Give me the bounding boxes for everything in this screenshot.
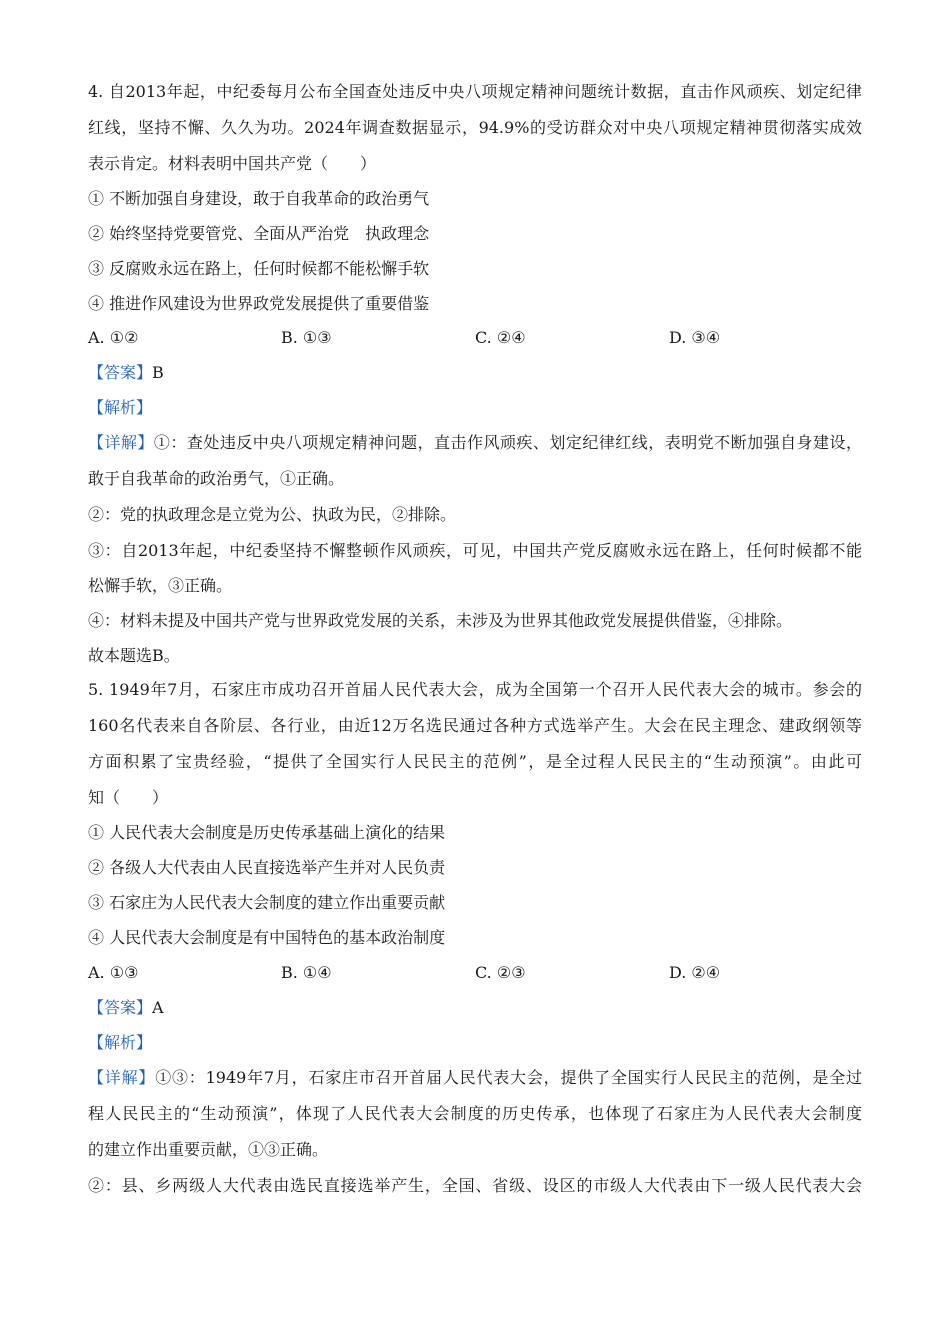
q4-detail-line-5: 松懈手软，③正确。: [88, 576, 233, 595]
q5-detail-line-3: 的建立作出重要贡献，①③正确。: [88, 1140, 329, 1159]
detail-tag: 【详解】: [88, 433, 154, 452]
q4-stem-line-2: 红线，坚持不懈、久久为功。2024年调查数据显示，94.9%的受访群众对中央八项规定精神贯彻落实成效: [88, 118, 862, 137]
q5-stem-line-1: 5. 1949年7月，石家庄市成功召开首届人民代表大会，成为全国第一个召开人民代表大会的城市。参会的: [88, 680, 862, 699]
q5-detail-line-4: ②：县、乡两级人大代表由选民直接选举产生，全国、省级、设区的市级人大代表由下一级人民代表大会: [88, 1176, 862, 1195]
q4-answer: [88, 362, 164, 384]
q5-detail-line-2: 程人民民主的“生动预演”，体现了人民代表大会制度的历史传承，也体现了石家庄为人民代表大会制度: [88, 1104, 862, 1123]
q4-item-3: ③ 反腐败永远在路上，任何时候都不能松懈手软: [88, 259, 430, 278]
answer-tag: 【答案】: [88, 998, 153, 1017]
q4-detail-line-1: [88, 432, 862, 454]
q4-analysis-tag: 【解析】: [88, 398, 153, 417]
answer-value: A: [152, 998, 164, 1017]
q4-choice-d: D. ③④: [669, 328, 721, 347]
q5-choice-b: B. ①④: [281, 963, 332, 982]
answer-tag: 【答案】: [88, 363, 153, 382]
detail-tag: 【详解】: [88, 1068, 156, 1087]
q4-stem-line-1: 4. 自2013年起，中纪委每月公布全国查处违反中央八项规定精神问题统计数据，直击作风顽疾、划定纪律: [88, 82, 862, 101]
q5-detail-line-1: [88, 1067, 862, 1089]
answer-value: B: [152, 363, 164, 382]
q4-stem-line-3: 表示肯定。材料表明中国共产党（ ）: [88, 154, 377, 173]
q5-item-2: ② 各级人大代表由人民直接选举产生并对人民负责: [88, 858, 446, 877]
q4-choice-a: A. ①②: [88, 328, 139, 347]
q4-item-2: ② 始终坚持党要管党、全面从严治党 执政理念: [88, 224, 430, 243]
q4-detail-line-2: 敢于自我革命的政治勇气，①正确。: [88, 469, 345, 488]
q4-choice-b: B. ①③: [281, 328, 332, 347]
q5-stem-line-4: 知（ ）: [88, 788, 169, 807]
q4-detail-line-3: ②：党的执政理念是立党为公、执政为民，②排除。: [88, 505, 457, 524]
q5-item-1: ① 人民代表大会制度是历史传承基础上演化的结果: [88, 823, 446, 842]
q4-detail-line-4: ③：自2013年起，中纪委坚持不懈整顿作风顽疾，可见，中国共产党反腐败永远在路上，任何时候都不能: [88, 541, 862, 560]
q4-detail-line-7: 故本题选B。: [88, 646, 180, 665]
q5-choice-d: D. ②④: [669, 963, 721, 982]
detail-text: ①：查处违反中央八项规定精神问题，直击作风顽疾、划定纪律红线，表明党不断加强自身建设，: [153, 433, 862, 452]
detail-text: ①③：1949年7月，石家庄市召开首届人民代表大会，提供了全国实行人民民主的范例，是全过: [155, 1068, 862, 1087]
q5-item-4: ④ 人民代表大会制度是有中国特色的基本政治制度: [88, 928, 446, 947]
q5-stem-line-3: 方面积累了宝贵经验，“提供了全国实行人民民主的范例”，是全过程人民民主的“生动预演”。由此可: [88, 752, 862, 771]
q5-answer: [88, 997, 164, 1019]
q5-choice-a: A. ①③: [88, 963, 139, 982]
q4-item-4: ④ 推进作风建设为世界政党发展提供了重要借鉴: [88, 294, 430, 313]
q5-analysis-tag: 【解析】: [88, 1033, 153, 1052]
q5-stem-line-2: 160名代表来自各阶层、各行业，由近12万名选民通过各种方式选举产生。大会在民主理念、建政纲领等: [88, 716, 862, 735]
q4-choice-c: C. ②④: [475, 328, 526, 347]
q5-item-3: ③ 石家庄为人民代表大会制度的建立作出重要贡献: [88, 893, 446, 912]
q4-item-1: ① 不断加强自身建设，敢于自我革命的政治勇气: [88, 189, 430, 208]
q5-choice-c: C. ②③: [475, 963, 526, 982]
q4-detail-line-6: ④：材料未提及中国共产党与世界政党发展的关系，未涉及为世界其他政党发展提供借鉴，④排除。: [88, 611, 793, 630]
